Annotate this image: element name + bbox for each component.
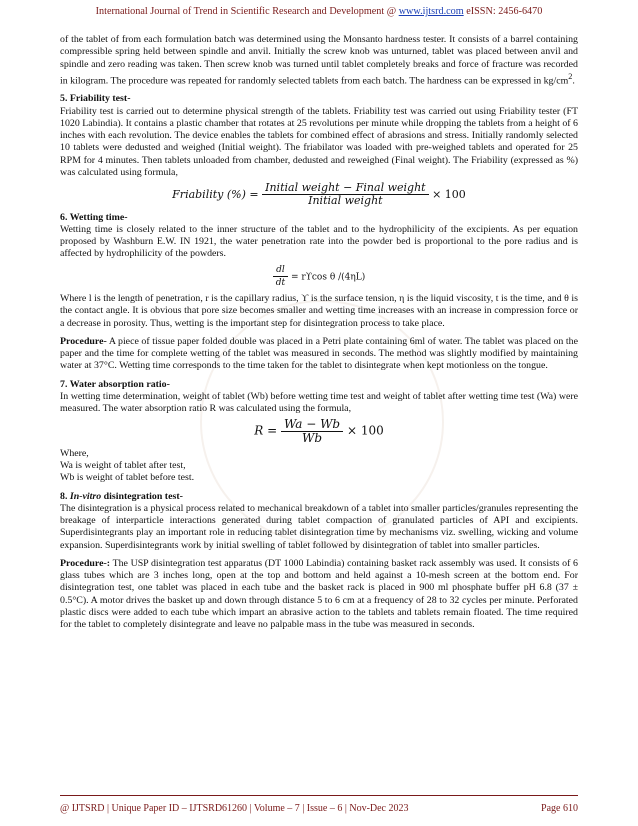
footer-citation: @ IJTSRD | Unique Paper ID – IJTSRD61260 | Volume – 7 | Issue – 6 | Nov-Dec 2023 xyxy=(60,803,409,814)
formula-numerator: dl xyxy=(273,264,288,277)
wa-definition: Wa is weight of tablet after test, xyxy=(60,460,186,472)
section-heading-water-absorption: 7. Water absorption ratio- xyxy=(60,378,170,390)
water-absorption-paragraph: In wetting time determination, weight of tablet (Wb) before wetting time test and weight of tablet after wetting time test (Wa) were measured. The water absorption ratio R was calculated using the formula, xyxy=(60,390,578,415)
wetting-procedure-paragraph: Procedure- A piece of tissue paper folded double was placed in a Petri plate containing 6ml of water. The tablet was placed on the paper and the time for complete wetting of the tablet was measured in seconds. The method was slightly modified by maintaining water at 37°C. Wetting time corresponds to the time taken for the tablet to disintegrate when kept motionless on the tongue. xyxy=(60,335,578,372)
footer-divider xyxy=(60,795,578,796)
formula-rhs: = rϒcos θ /(4ηL) xyxy=(291,271,366,282)
formula-lhs: Friability (%) = xyxy=(172,187,263,201)
where-label: Where, xyxy=(60,447,89,459)
disintegration-procedure-paragraph: Procedure-: The USP disintegration test apparatus (DT 1000 Labindia) containing basket rack assembly was used. It consists of 6 glass tubes which are 3 inches long, open at the top and bottom and held against a 10-mesh screen at the bottom end. For disintegration test, one tablet was placed in each tube and the basket rack is placed in 900 ml phosphate buffer pH 6.8 (37 ± 0.5°C). A motor drives the basket up and down through distance 5 to 6 cm at a frequency of 28 to 32 cycles per minute. Perforated plastic discs were added to each tube which impart an abrasive action to the tablets and tablets remain floated. The time required for the tablet to completely disintegrate and leave no palpable mass in the tube was measured in seconds. xyxy=(60,557,578,631)
journal-header xyxy=(0,6,638,17)
section-heading-wetting: 6. Wetting time- xyxy=(60,211,128,223)
section-heading-disintegration: 8. In-vitro disintegration test- xyxy=(60,490,183,502)
wetting-where-paragraph: Where l is the length of penetration, r is the capillary radius, ϒ is the surface tension, η is the liquid viscosity, t is the time, and θ is the contact angle. It is obvious that pore size becomes smaller and wetting time increases with an increase in compression force or a decrease in porosity. Thus, wetting is the important step for disintegration process to take place. xyxy=(60,293,578,329)
washburn-formula xyxy=(60,264,578,290)
formula-numerator: Initial weight − Final weight xyxy=(262,182,428,195)
formula-denominator: Wb xyxy=(302,430,323,445)
friability-formula xyxy=(60,182,578,208)
formula-denominator: Initial weight xyxy=(308,194,383,208)
friability-paragraph: Friability test is carried out to determine physical strength of the tablets. Friability test was carried out using Friability tester (FT 1020 Labindia). It contains a plastic chamber that rotates at 25 revolutions per minute while dropping the tablets from a height of 6 inches with each revolution. The device enables the tablets for combined effect of abrasions and stress. Initially randomly selected 10 tablets were dedusted and weighed (Initial weight). The friabilator was loaded with pre-weighed tablets and operated for 25 RPM for 4 minutes. Then tablets unloaded from chamber, dedusted and reweighed (Final weight). The Friability (expressed as %) was calculated using formula, xyxy=(60,105,578,178)
issn-text: eISSN: 2456-6470 xyxy=(463,6,543,17)
journal-title: International Journal of Trend in Scientific Research and Development @ xyxy=(95,6,399,17)
page-number: Page 610 xyxy=(541,803,578,814)
absorption-ratio-formula xyxy=(60,418,578,444)
formula-rhs: × 100 xyxy=(346,423,384,438)
procedure-label: Procedure- xyxy=(60,335,107,347)
formula-lhs: R = xyxy=(254,423,281,438)
formula-denominator: dt xyxy=(275,277,286,288)
article-body xyxy=(60,34,578,631)
formula-numerator: Wa − Wb xyxy=(281,418,343,431)
journal-url-link[interactable]: www.ijtsrd.com xyxy=(398,6,464,17)
disintegration-paragraph: The disintegration is a physical process related to mechanical breakdown of a tablet into smaller particles/granules representing the breakage of interparticle interactions generated during tablet compaction of granulated particles of API and excipients. Superdisintegrants play an important role in reducing tablet disintegration time by mechanisms viz. swelling, wicking and volume expansion. Superdisintegrants work by initial swelling of tablet followed by disintegration of tablet into smaller particles. xyxy=(60,502,578,551)
intro-paragraph: of the tablet of from each formulation batch was determined using the Monsanto hardness tester. It consists of a barrel containing compressible spring held between spindle and anvil. Initially the screw knob was unturned, tablet was placed between anvil and spindle and zero reading was taken. Then screw knob was turned until tablet completely breaks and force of fracture was recorded in kilogram. The procedure was repeated for randomly selected tablets from each batch. The hardness can be expressed in $kg/cm^2$. xyxy=(60,34,578,87)
superscript: 2 xyxy=(568,71,573,81)
wetting-paragraph: Wetting time is closely related to the inner structure of the tablet and to the hydrophilicity of the excipients. As per equation proposed by Washburn E.W. IN 1921, the water penetration rate into the powder bed is proportional to the pore radius and is affected by hydrophilicity of the powders. xyxy=(60,223,578,260)
procedure-label: Procedure-: xyxy=(60,557,111,569)
wb-definition: Wb is weight of tablet before test. xyxy=(60,472,195,484)
formula-rhs: × 100 xyxy=(432,187,466,201)
section-heading-friability: 5. Friability test- xyxy=(60,93,131,105)
